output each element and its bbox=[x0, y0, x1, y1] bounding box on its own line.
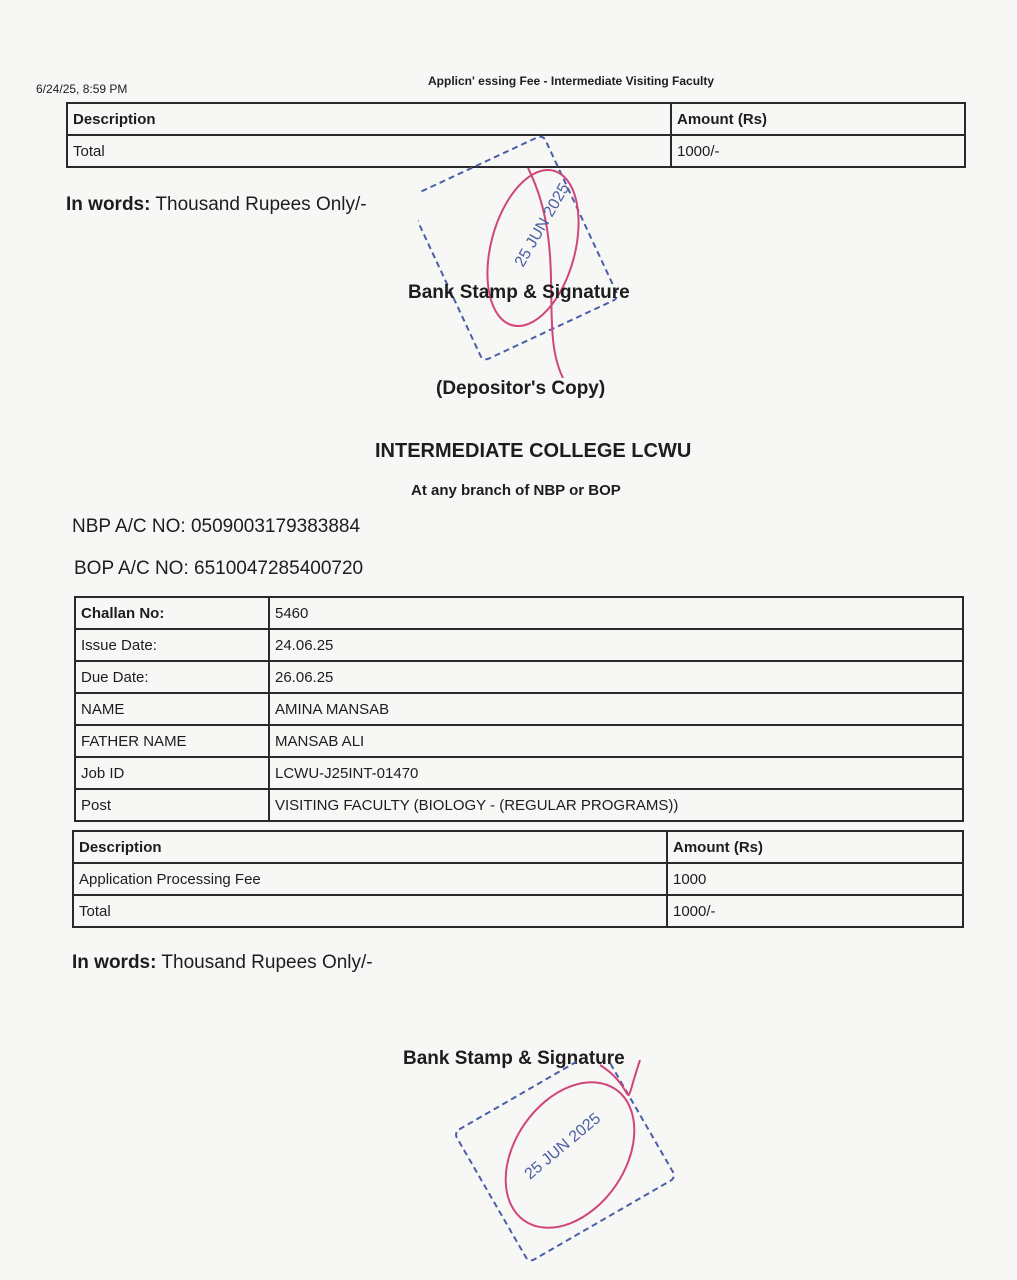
table-row bbox=[75, 661, 963, 693]
table-row bbox=[75, 757, 963, 789]
table-row bbox=[75, 597, 963, 629]
fee-description: Total bbox=[73, 895, 667, 927]
table-row bbox=[75, 789, 963, 821]
svg-text:25 JUN 2025: 25 JUN 2025 bbox=[521, 1110, 605, 1184]
top-col-description: Description bbox=[67, 103, 671, 135]
challan-value: 24.06.25 bbox=[269, 629, 963, 661]
challan-label: Due Date: bbox=[75, 661, 269, 693]
challan-label: Issue Date: bbox=[75, 629, 269, 661]
fee-amount: 1000 bbox=[667, 863, 963, 895]
challan-value: MANSAB ALI bbox=[269, 725, 963, 757]
top-col-amount: Amount (Rs) bbox=[671, 103, 965, 135]
bank-stamp-bottom bbox=[450, 1060, 690, 1270]
challan-value: LCWU-J25INT-01470 bbox=[269, 757, 963, 789]
challan-label: Post bbox=[75, 789, 269, 821]
bottom-bank-stamp-label: Bank Stamp & Signature bbox=[403, 1048, 625, 1069]
top-in-words bbox=[66, 194, 367, 216]
bottom-in-words-value: Thousand Rupees Only/- bbox=[161, 952, 373, 973]
fee-col-description: Description bbox=[73, 831, 667, 863]
bop-account: BOP A/C NO: 6510047285400720 bbox=[74, 558, 364, 579]
table-row bbox=[75, 693, 963, 725]
table-row bbox=[75, 725, 963, 757]
svg-text:25 JUN 2025: 25 JUN 2025 bbox=[511, 180, 574, 270]
bank-stamp-top bbox=[418, 128, 638, 378]
top-in-words-label: In words: bbox=[66, 194, 151, 215]
challan-value: AMINA MANSAB bbox=[269, 693, 963, 725]
branch-note: At any branch of NBP or BOP bbox=[411, 482, 621, 499]
print-timestamp: 6/24/25, 8:59 PM bbox=[36, 82, 128, 96]
challan-label: Challan No: bbox=[75, 597, 269, 629]
table-row bbox=[73, 863, 963, 895]
table-row bbox=[73, 895, 963, 927]
top-in-words-value: Thousand Rupees Only/- bbox=[155, 194, 367, 215]
bottom-in-words-label: In words: bbox=[72, 952, 157, 973]
top-bank-stamp-label: Bank Stamp & Signature bbox=[408, 282, 630, 303]
challan-label: FATHER NAME bbox=[75, 725, 269, 757]
fee-col-amount: Amount (Rs) bbox=[667, 831, 963, 863]
top-total-label: Total bbox=[67, 135, 671, 167]
challan-table bbox=[74, 596, 964, 822]
top-total-value: 1000/- bbox=[671, 135, 965, 167]
fee-table bbox=[72, 830, 964, 928]
challan-value: 26.06.25 bbox=[269, 661, 963, 693]
table-row bbox=[75, 629, 963, 661]
depositor-copy-label: (Depositor's Copy) bbox=[436, 378, 606, 399]
challan-label: NAME bbox=[75, 693, 269, 725]
challan-value: 5460 bbox=[269, 597, 963, 629]
challan-label: Job ID bbox=[75, 757, 269, 789]
table-row bbox=[73, 831, 963, 863]
challan-value: VISITING FACULTY (BIOLOGY - (REGULAR PROGRAMS)) bbox=[269, 789, 963, 821]
college-name: INTERMEDIATE COLLEGE LCWU bbox=[375, 440, 692, 462]
bottom-in-words bbox=[72, 952, 373, 974]
fee-amount: 1000/- bbox=[667, 895, 963, 927]
fee-description: Application Processing Fee bbox=[73, 863, 667, 895]
nbp-account: NBP A/C NO: 0509003179383884 bbox=[72, 516, 361, 537]
print-title: Applicn' essing Fee - Intermediate Visiting Faculty bbox=[428, 74, 715, 88]
